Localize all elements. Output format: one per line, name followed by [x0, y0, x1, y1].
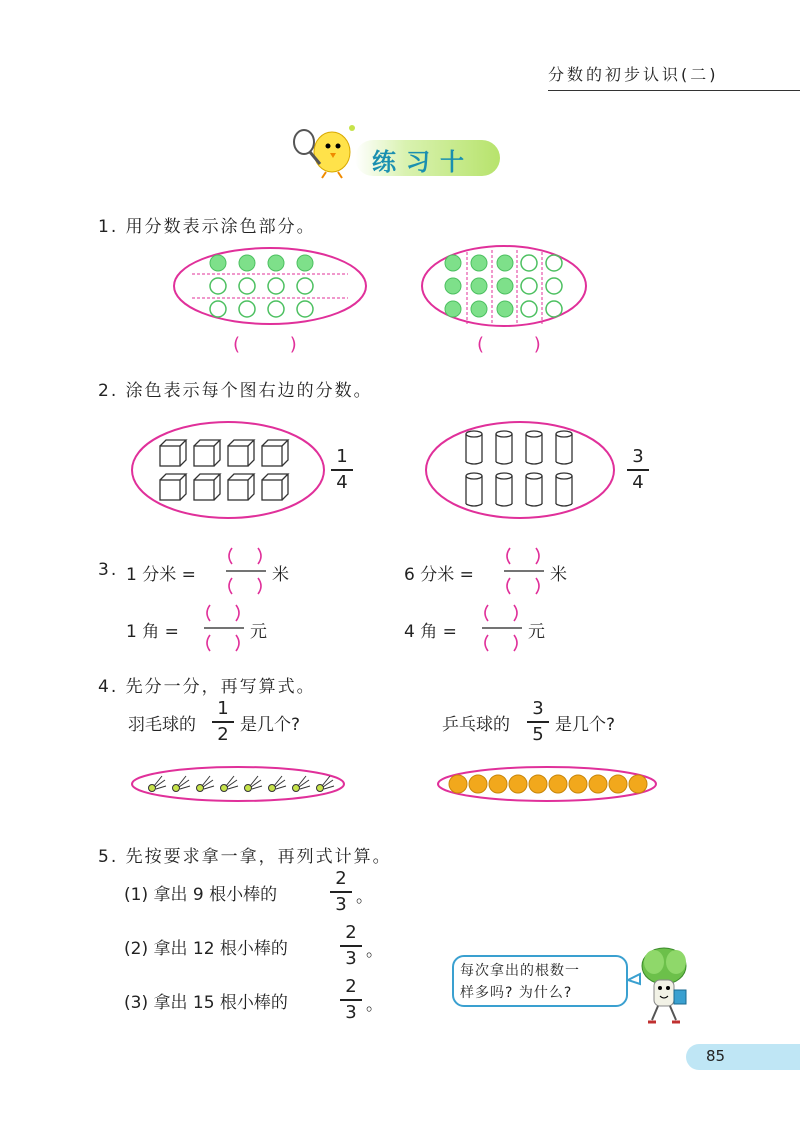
- q3-item-4-blank-fraction[interactable]: [478, 601, 524, 657]
- shuttlecocks-figure: [128, 764, 348, 804]
- q3-item-2-blank-fraction[interactable]: [500, 544, 546, 600]
- q3-item-3-blank-fraction[interactable]: [200, 601, 246, 657]
- q3-item-1-blank-fraction[interactable]: [222, 544, 268, 600]
- question-5: 5. 先按要求拿一拿，再列式计算。: [98, 847, 392, 867]
- q3-item-3-lhs: 1 角 =: [126, 622, 179, 642]
- ping-pong-balls-figure: [434, 764, 660, 804]
- q5-item-3-text: (3) 拿出 15 根小棒的: [124, 993, 288, 1013]
- fraction-numerator: 2: [345, 976, 357, 997]
- q2-cubes-figure: [128, 418, 328, 522]
- q4-right-fraction: [527, 698, 549, 746]
- question-2: 2. 涂色表示每个图右边的分数。: [98, 381, 373, 401]
- q3-item-1-unit: 米: [272, 565, 289, 585]
- q5-item-2-period: 。: [366, 941, 383, 961]
- question-4: 4. 先分一分，再写算式。: [98, 677, 316, 697]
- fraction-numerator: 1: [336, 446, 348, 467]
- q4-left-fraction: [212, 698, 234, 746]
- question-1: 1. 用分数表示涂色部分。: [98, 217, 316, 237]
- bubble-line-1: 每次拿出的根数一: [460, 963, 580, 979]
- chick-mascot-icon: [290, 120, 360, 180]
- fraction-denominator: 4: [336, 471, 348, 493]
- page-number-tab: [686, 1044, 800, 1070]
- q4-left-prefix: 羽毛球的: [128, 715, 196, 735]
- q2-fraction-right: [627, 446, 649, 494]
- bubble-line-2: 样多吗? 为什么?: [460, 985, 573, 1001]
- q5-item-1-period: 。: [356, 887, 373, 907]
- fraction-denominator: 5: [532, 723, 544, 745]
- q5-item-3-fraction: [340, 976, 362, 1024]
- fraction-numerator: 2: [335, 868, 347, 889]
- q5-item-2-fraction: [340, 922, 362, 970]
- q3-item-4-lhs: 4 角 =: [404, 622, 457, 642]
- q3-item-4-unit: 元: [528, 622, 545, 642]
- q1-figure-left: [170, 244, 370, 334]
- q5-item-1-text: (1) 拿出 9 根小棒的: [124, 885, 278, 905]
- fraction-denominator: 4: [632, 471, 644, 493]
- section-header: 分数的初步认识(二): [548, 65, 719, 84]
- q4-left-suffix: 是几个?: [240, 715, 301, 735]
- q5-item-1-fraction: [330, 868, 352, 916]
- q3-item-2-lhs: 6 分米 =: [404, 565, 474, 585]
- q2-fraction-left: [331, 446, 353, 494]
- fraction-numerator: 3: [632, 446, 644, 467]
- q1-answer-blank-left[interactable]: ( ): [233, 334, 319, 355]
- header-rule: [548, 90, 800, 91]
- fraction-numerator: 2: [345, 922, 357, 943]
- cabbage-character-icon: [626, 944, 698, 1028]
- fraction-denominator: 3: [345, 1001, 357, 1023]
- q5-item-2-text: (2) 拿出 12 根小棒的: [124, 939, 288, 959]
- q5-item-3-period: 。: [366, 995, 383, 1015]
- q3-item-1-lhs: 1 分米 =: [126, 565, 196, 585]
- fraction-denominator: 3: [335, 893, 347, 915]
- q1-answer-blank-right[interactable]: ( ): [477, 334, 563, 355]
- q4-right-suffix: 是几个?: [555, 715, 616, 735]
- q3-item-2-unit: 米: [550, 565, 567, 585]
- fraction-denominator: 2: [217, 723, 229, 745]
- q1-figure-right: [418, 244, 590, 334]
- q3-item-3-unit: 元: [250, 622, 267, 642]
- page-title: 练习十: [372, 148, 474, 176]
- fraction-denominator: 3: [345, 947, 357, 969]
- speech-bubble: [452, 955, 628, 1007]
- q2-cylinders-figure: [422, 418, 618, 522]
- page-number: 85: [706, 1047, 726, 1065]
- question-3-number: 3.: [98, 560, 119, 580]
- q4-right-prefix: 乒乓球的: [442, 715, 510, 735]
- fraction-numerator: 1: [217, 698, 229, 719]
- fraction-numerator: 3: [532, 698, 544, 719]
